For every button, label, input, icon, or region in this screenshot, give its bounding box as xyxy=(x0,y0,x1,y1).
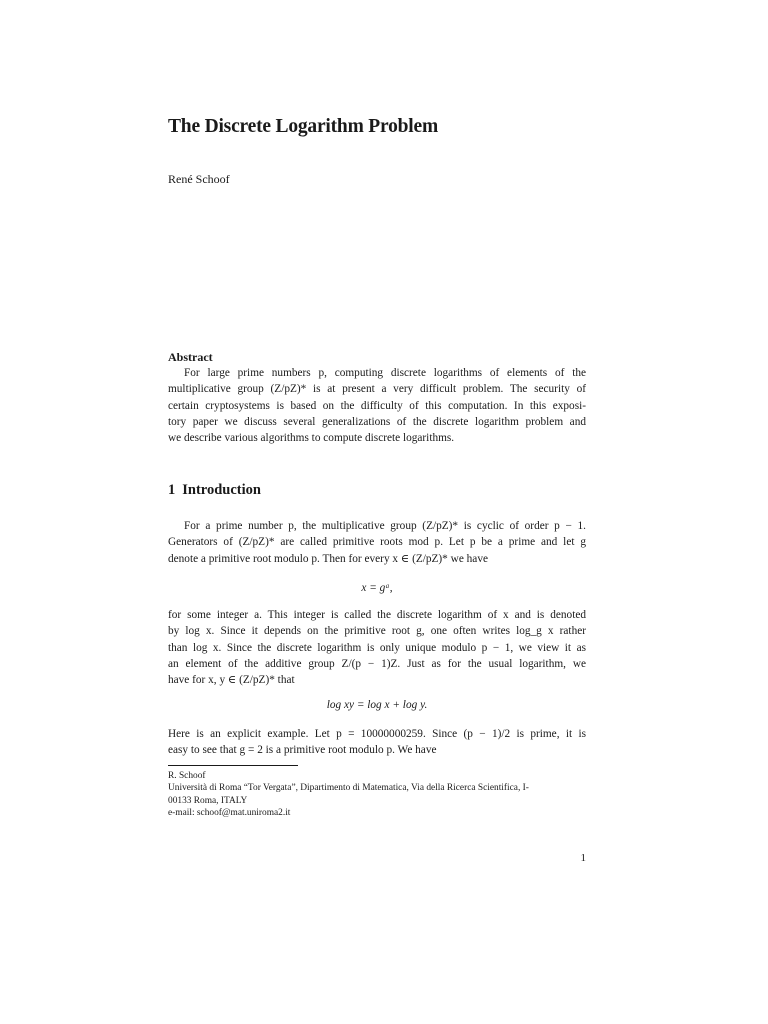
section-heading xyxy=(168,482,586,499)
body-line: for some integer a. This integer is called the discrete logarithm of x and is denoted xyxy=(168,609,586,621)
abstract-body xyxy=(168,365,586,446)
abstract-line: tory paper we discuss several generalizations of the discrete logarithm problem and xyxy=(168,415,586,428)
equation-2: log xy = log x + log y. xyxy=(326,699,428,711)
footnote-line: 00133 Roma, ITALY xyxy=(168,795,248,806)
section-number: 1 xyxy=(168,482,176,498)
author-name: René Schoof xyxy=(168,172,230,186)
intro-paragraph-1 xyxy=(168,518,586,567)
body-line: Generators of (Z/pZ)* are called primitive roots mod p. Let p be a prime and let g xyxy=(168,536,586,549)
footnote-line: R. Schoof xyxy=(168,771,206,781)
abstract-line: For large prime numbers p, computing discrete logarithms of elements of the xyxy=(184,367,586,379)
section-title: Introduction xyxy=(182,482,261,498)
body-line: have for x, y ∈ (Z/pZ)* that xyxy=(168,674,295,687)
abstract-line: we describe various algorithms to compute discrete logarithms. xyxy=(168,432,455,445)
abstract-heading: Abstract xyxy=(168,350,213,364)
body-line: Here is an explicit example. Let p = 10000000259. Since (p − 1)/2 is prime, it is xyxy=(168,728,586,740)
body-line: by log x. Since it depends on the primitive root g, one often writes log_g x rather xyxy=(168,625,586,638)
footnote-rule xyxy=(168,765,298,766)
body-line: denote a primitive root modulo p. Then for every x ∈ (Z/pZ)* we have xyxy=(168,552,488,565)
abstract-line: multiplicative group (Z/pZ)* is at present a very difficult problem. The security of xyxy=(168,383,586,396)
intro-paragraph-3 xyxy=(168,726,586,759)
abstract-line: certain cryptosystems is based on the difficulty of this computation. In this exposi- xyxy=(168,399,586,412)
paper-title: The Discrete Logarithm Problem xyxy=(168,116,439,137)
equation-1: x = gᵃ, xyxy=(361,582,393,594)
body-line: easy to see that g = 2 is a primitive root modulo p. We have xyxy=(168,744,437,757)
footnote-line: Università di Roma “Tor Vergata”, Dipartimento di Matematica, Via della Ricerca Scientifica, I- xyxy=(168,783,529,794)
page-number: 1 xyxy=(580,852,586,864)
body-line: an element of the additive group Z/(p − 1)Z. Just as for the usual logarithm, we xyxy=(168,657,586,670)
body-line: than log x. Since the discrete logarithm is only unique modulo p − 1, we view it as xyxy=(168,641,586,654)
intro-paragraph-2 xyxy=(168,607,586,688)
footnote-email: e-mail: schoof@mat.uniroma2.it xyxy=(168,807,291,818)
body-line: For a prime number p, the multiplicative group (Z/pZ)* is cyclic of order p − 1. xyxy=(184,520,586,532)
author-footnote xyxy=(168,770,586,819)
